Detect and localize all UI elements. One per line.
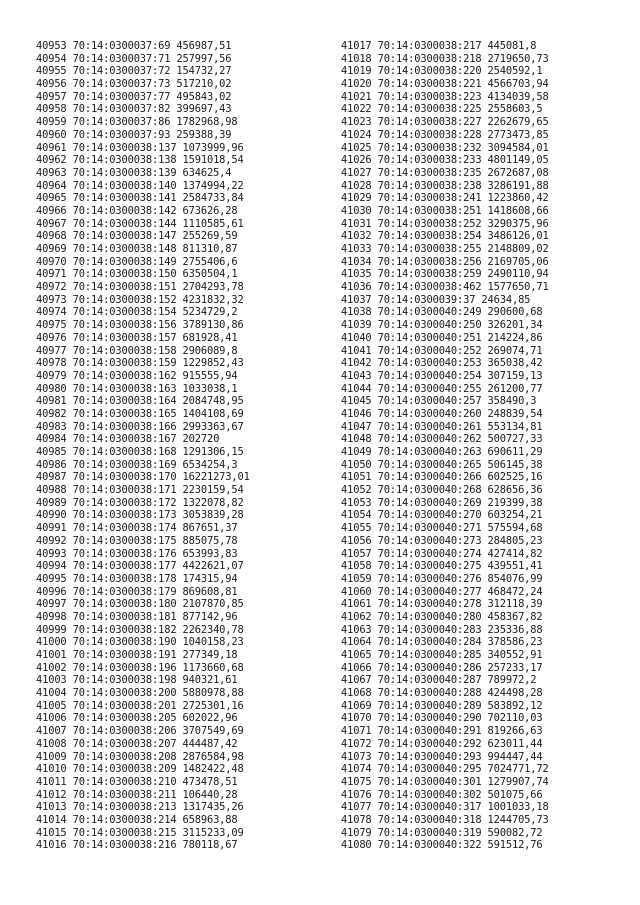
list-item: 41042 70:14:0300040:253 365038,42 — [341, 357, 543, 370]
list-item: 41019 70:14:0300038:220 2540592,1 — [341, 65, 543, 78]
list-item: 41014 70:14:0300038:214 658963,88 — [36, 813, 238, 826]
list-item: 40973 70:14:0300038:152 4231832,32 — [36, 293, 244, 306]
list-item: 41060 70:14:0300040:277 468472,24 — [341, 585, 543, 598]
list-item: 41065 70:14:0300040:285 340552,91 — [341, 649, 543, 661]
list-item: 41021 70:14:0300038:223 4134039,58 — [341, 90, 549, 103]
list-item: 41041 70:14:0300040:252 269074,71 — [341, 344, 543, 357]
list-item: 40990 70:14:0300038:173 3053839,28 — [36, 509, 244, 522]
list-item: 40998 70:14:0300038:181 877142,96 — [36, 610, 238, 623]
list-item: 40982 70:14:0300038:165 1404108,69 — [36, 407, 244, 420]
list-item: 41034 70:14:0300038:256 2169705,06 — [341, 255, 549, 268]
list-item: 41029 70:14:0300038:241 1223860,42 — [341, 192, 549, 205]
list-item: 40962 70:14:0300038:138 1591018,54 — [36, 154, 244, 167]
list-item: 41051 70:14:0300040:266 602525,16 — [341, 471, 543, 484]
list-item: 41030 70:14:0300038:251 1418608,66 — [341, 204, 549, 217]
list-item: 41059 70:14:0300040:276 854076,99 — [341, 572, 543, 585]
list-item: 41000 70:14:0300038:190 1040158,23 — [36, 636, 244, 649]
list-item: 41072 70:14:0300040:292 623011,44 — [341, 737, 543, 750]
list-item: 41017 70:14:0300038:217 445081,8 — [341, 40, 537, 52]
list-item: 40961 70:14:0300038:137 1073999,96 — [36, 141, 244, 154]
list-item: 41010 70:14:0300038:209 1482422,48 — [36, 763, 244, 776]
list-item: 40994 70:14:0300038:177 4422621,07 — [36, 560, 244, 573]
list-item: 40966 70:14:0300038:142 673626,28 — [36, 204, 238, 217]
list-item: 40983 70:14:0300038:166 2993363,67 — [36, 420, 244, 433]
list-item: 40999 70:14:0300038:182 2262340,78 — [36, 623, 244, 636]
list-item: 40963 70:14:0300038:139 634625,4 — [36, 166, 232, 179]
list-item: 40981 70:14:0300038:164 2084748,95 — [36, 395, 244, 408]
list-item: 40995 70:14:0300038:178 174315,94 — [36, 572, 238, 585]
list-item: 41013 70:14:0300038:213 1317435,26 — [36, 801, 244, 814]
list-item: 40958 70:14:0300037:82 399697,43 — [36, 103, 232, 116]
list-item: 41024 70:14:0300038:228 2773473,85 — [341, 128, 549, 141]
list-item: 40975 70:14:0300038:156 3789130,86 — [36, 319, 244, 332]
list-item: 41009 70:14:0300038:208 2876584,98 — [36, 750, 244, 763]
list-item: 41061 70:14:0300040:278 312118,39 — [341, 598, 543, 611]
list-item: 40967 70:14:0300038:144 1110585,61 — [36, 217, 244, 230]
list-item: 41056 70:14:0300040:273 284805,23 — [341, 534, 543, 547]
list-item: 40955 70:14:0300037:72 154732,27 — [36, 65, 232, 78]
list-item: 41045 70:14:0300040:257 358490,3 — [341, 395, 537, 408]
list-item: 41073 70:14:0300040:293 994447,44 — [341, 750, 543, 763]
list-item: 41033 70:14:0300038:255 2148809,02 — [341, 243, 549, 255]
list-item: 41026 70:14:0300038:233 4801149,05 — [341, 154, 549, 167]
list-item: 40993 70:14:0300038:176 653993,83 — [36, 547, 238, 560]
list-item: 41064 70:14:0300040:284 378586,23 — [341, 636, 543, 649]
list-item: 41020 70:14:0300038:221 4566703,94 — [341, 78, 549, 91]
list-item: 41028 70:14:0300038:238 3286191,88 — [341, 179, 549, 192]
list-item: 41049 70:14:0300040:263 690611,29 — [341, 446, 543, 458]
list-item: 41022 70:14:0300038:225 2558603,5 — [341, 103, 543, 116]
list-item: 41079 70:14:0300040:319 590082,72 — [341, 826, 543, 839]
list-item: 41054 70:14:0300040:270 603254,21 — [341, 509, 543, 522]
list-item: 41063 70:14:0300040:283 235336,88 — [341, 623, 543, 636]
list-item: 40957 70:14:0300037:77 495843,02 — [36, 90, 232, 103]
right-column — [341, 40, 549, 852]
list-item: 41012 70:14:0300038:211 106440,28 — [36, 788, 238, 801]
list-item: 40976 70:14:0300038:157 681928,41 — [36, 331, 238, 344]
list-item: 40986 70:14:0300038:169 6534254,3 — [36, 458, 238, 471]
list-item: 41003 70:14:0300038:198 940321,61 — [36, 674, 238, 687]
list-item: 40971 70:14:0300038:150 6350504,1 — [36, 268, 238, 281]
list-item: 41078 70:14:0300040:318 1244705,73 — [341, 813, 549, 826]
list-item: 41005 70:14:0300038:201 2725301,16 — [36, 699, 244, 712]
list-item: 41046 70:14:0300040:260 248839,54 — [341, 407, 543, 420]
list-item: 41011 70:14:0300038:210 473478,51 — [36, 775, 238, 788]
list-item: 41062 70:14:0300040:280 458367,82 — [341, 610, 543, 623]
list-item: 41036 70:14:0300038:462 1577650,71 — [341, 281, 549, 294]
list-item: 41039 70:14:0300040:250 326201,34 — [341, 319, 543, 332]
list-item: 40985 70:14:0300038:168 1291306,15 — [36, 446, 244, 458]
list-item: 40987 70:14:0300038:170 16221273,01 — [36, 471, 250, 484]
list-item: 41074 70:14:0300040:295 7024771,72 — [341, 763, 549, 776]
list-item: 41043 70:14:0300040:254 307159,13 — [341, 369, 543, 382]
list-item: 40960 70:14:0300037:93 259388,39 — [36, 128, 232, 141]
list-item: 40964 70:14:0300038:140 1374994,22 — [36, 179, 244, 192]
list-item: 41075 70:14:0300040:301 1279907,74 — [341, 775, 549, 788]
list-item: 41006 70:14:0300038:205 602022,96 — [36, 712, 238, 725]
list-item: 41037 70:14:0300039:37 24634,85 — [341, 293, 531, 306]
list-item: 41071 70:14:0300040:291 819266,63 — [341, 725, 543, 738]
list-item: 40968 70:14:0300038:147 255269,59 — [36, 230, 238, 243]
list-item: 41080 70:14:0300040:322 591512,76 — [341, 839, 543, 852]
list-item: 41035 70:14:0300038:259 2490110,94 — [341, 268, 549, 281]
list-item: 41032 70:14:0300038:254 3486126,01 — [341, 230, 549, 243]
list-item: 40954 70:14:0300037:71 257997,56 — [36, 52, 232, 65]
list-item: 41058 70:14:0300040:275 439551,41 — [341, 560, 543, 573]
list-item: 41048 70:14:0300040:262 500727,33 — [341, 433, 543, 446]
list-item: 40978 70:14:0300038:159 1229852,43 — [36, 357, 244, 370]
list-item: 40974 70:14:0300038:154 5234729,2 — [36, 306, 238, 319]
list-item: 41040 70:14:0300040:251 214224,86 — [341, 331, 543, 344]
list-item: 40989 70:14:0300038:172 1322078,82 — [36, 496, 244, 509]
list-item: 41067 70:14:0300040:287 789972,2 — [341, 674, 537, 687]
list-item: 40959 70:14:0300037:86 1782968,98 — [36, 116, 238, 129]
list-item: 41076 70:14:0300040:302 501075,66 — [341, 788, 543, 801]
list-item: 41044 70:14:0300040:255 261200,77 — [341, 382, 543, 395]
list-item: 41008 70:14:0300038:207 444487,42 — [36, 737, 238, 750]
list-item: 41055 70:14:0300040:271 575594,68 — [341, 522, 543, 535]
list-item: 40956 70:14:0300037:73 517210,02 — [36, 78, 232, 91]
list-item: 40953 70:14:0300037:69 456987,51 — [36, 40, 232, 52]
list-item: 41069 70:14:0300040:289 583892,12 — [341, 699, 543, 712]
list-item: 40996 70:14:0300038:179 869608,81 — [36, 585, 238, 598]
list-item: 40997 70:14:0300038:180 2107870,85 — [36, 598, 244, 611]
list-item: 40984 70:14:0300038:167 202720 — [36, 433, 220, 446]
list-item: 41031 70:14:0300038:252 3290375,96 — [341, 217, 549, 230]
list-item: 40977 70:14:0300038:158 2906089,8 — [36, 344, 238, 357]
list-item: 41027 70:14:0300038:235 2672687,08 — [341, 166, 549, 179]
list-item: 41050 70:14:0300040:265 506145,38 — [341, 458, 543, 471]
list-item: 40965 70:14:0300038:141 2584733,84 — [36, 192, 244, 205]
list-item: 40980 70:14:0300038:163 1033038,1 — [36, 382, 238, 395]
list-item: 41018 70:14:0300038:218 2719650,73 — [341, 52, 549, 65]
list-item: 41070 70:14:0300040:290 702110,03 — [341, 712, 543, 725]
left-column — [36, 40, 250, 852]
list-item: 40992 70:14:0300038:175 885075,78 — [36, 534, 238, 547]
list-item: 41002 70:14:0300038:196 1173660,68 — [36, 661, 244, 674]
list-item: 41023 70:14:0300038:227 2262679,65 — [341, 116, 549, 129]
list-item: 40969 70:14:0300038:148 811310,87 — [36, 243, 238, 255]
list-item: 41068 70:14:0300040:288 424498,28 — [341, 687, 543, 700]
list-item: 41047 70:14:0300040:261 553134,81 — [341, 420, 543, 433]
list-item: 40972 70:14:0300038:151 2704293,78 — [36, 281, 244, 294]
list-item: 41052 70:14:0300040:268 628656,36 — [341, 484, 543, 497]
list-item: 40970 70:14:0300038:149 2755406,6 — [36, 255, 238, 268]
list-item: 41025 70:14:0300038:232 3094584,01 — [341, 141, 549, 154]
list-item: 41077 70:14:0300040:317 1001033,18 — [341, 801, 549, 814]
list-item: 41066 70:14:0300040:286 257233,17 — [341, 661, 543, 674]
list-item: 40991 70:14:0300038:174 867651,37 — [36, 522, 238, 535]
list-item: 41007 70:14:0300038:206 3707549,69 — [36, 725, 244, 738]
list-item: 40988 70:14:0300038:171 2230159,54 — [36, 484, 244, 497]
list-item: 41053 70:14:0300040:269 219399,38 — [341, 496, 543, 509]
list-item: 41015 70:14:0300038:215 3115233,09 — [36, 826, 244, 839]
list-item: 41038 70:14:0300040:249 290600,68 — [341, 306, 543, 319]
list-item: 41016 70:14:0300038:216 780118,67 — [36, 839, 238, 852]
list-item: 40979 70:14:0300038:162 915555,94 — [36, 369, 238, 382]
list-item: 41004 70:14:0300038:200 5880978,88 — [36, 687, 244, 700]
list-item: 41001 70:14:0300038:191 277349,18 — [36, 649, 238, 661]
list-item: 41057 70:14:0300040:274 427414,82 — [341, 547, 543, 560]
